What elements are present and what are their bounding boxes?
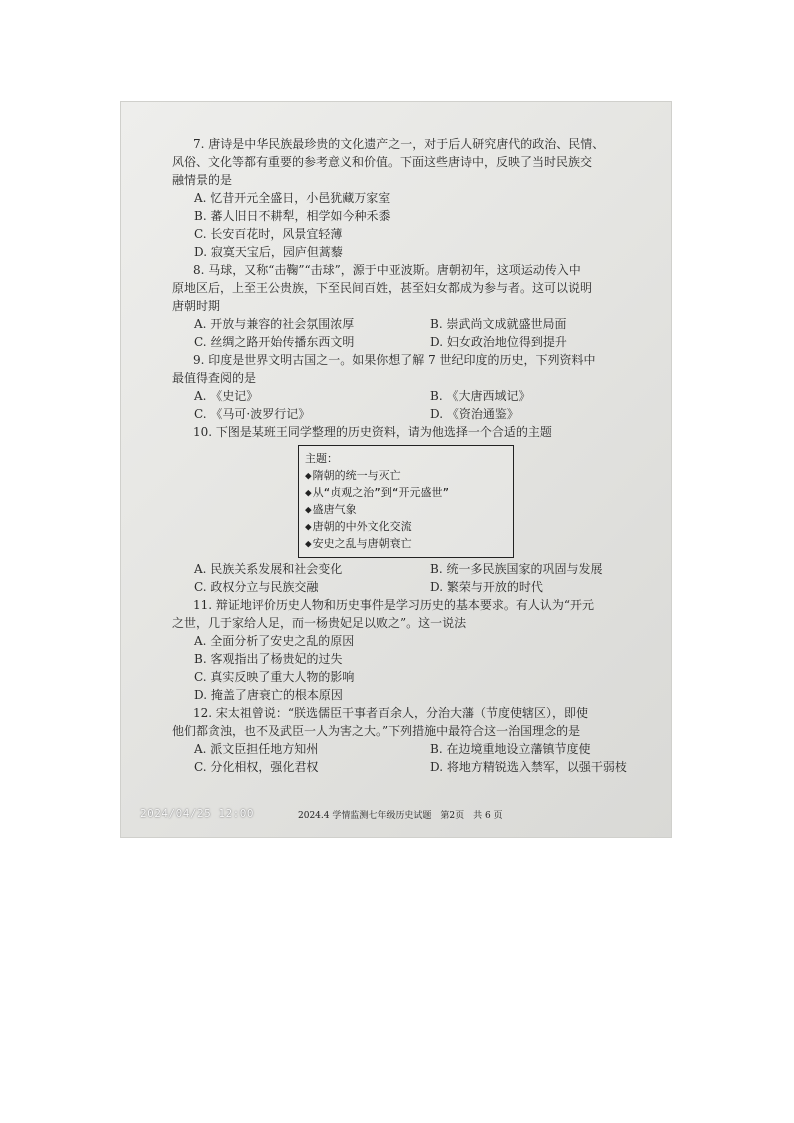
question-7-stem-line-2: 风俗、文化等都有重要的参考意义和价值。下面这些唐诗中，反映了当时民族交 (172, 155, 593, 169)
question-11 (172, 596, 632, 704)
question-7-option-b: B. 蕃人旧日不耕犁，相学如今种禾黍 (194, 209, 391, 223)
question-9-option-a: A. 《史记》 (194, 389, 259, 403)
question-8-stem-line-2: 原地区后，上至王公贵族，下至民间百姓，甚至妇女都成为参与者。这可以说明 (172, 281, 593, 295)
question-8-option-b: B. 崇武尚文成就盛世局面 (430, 317, 567, 331)
question-12-option-c: C. 分化相权，强化君权 (194, 760, 319, 774)
question-9-options-row-2 (194, 405, 632, 423)
question-11-option-a: A. 全面分析了安史之乱的原因 (194, 634, 355, 648)
topic-box (298, 445, 514, 558)
question-10-options-row-2 (194, 578, 632, 596)
question-7-option-a: A. 忆昔开元全盛日，小邑犹藏万家室 (194, 191, 391, 205)
question-12-stem-line-1: 12. 宋太祖曾说：“朕选儒臣干事者百余人，分治大藩（节度使辖区），即使 (193, 706, 589, 720)
question-7-option-c: C. 长安百花时，风景宜轻薄 (194, 227, 343, 241)
question-10-options-row-1 (194, 560, 632, 578)
photo-timestamp: 2024/04/25 12:00 (140, 807, 254, 820)
question-9-options-row-1 (194, 387, 632, 405)
question-12-stem-line-2: 他们都贪浊，也不及武臣一人为害之大。”下列措施中最符合这一治国理念的是 (172, 724, 581, 738)
question-8-option-c: C. 丝绸之路开始传播东西文明 (194, 335, 355, 349)
topic-item: ◆ 安史之乱与唐朝衰亡 (305, 535, 507, 552)
question-10-option-d: D. 繁荣与开放的时代 (430, 580, 543, 594)
question-12-options-row-1 (194, 740, 632, 758)
question-7-stem-line-3: 融情景的是 (172, 173, 233, 187)
question-9 (172, 351, 632, 423)
question-8-options-row-2 (194, 333, 632, 351)
topic-box-title: 主题： (305, 452, 338, 465)
exam-content (172, 135, 632, 776)
question-10-stem-line-1: 10. 下图是某班王同学整理的历史资料，请为他选择一个合适的主题 (193, 425, 552, 439)
topic-item: ◆ 盛唐气象 (305, 501, 507, 518)
topic-item: ◆ 隋朝的统一与灭亡 (305, 467, 507, 484)
question-7-stem-line-1: 7. 唐诗是中华民族最珍贵的文化遗产之一，对于后人研究唐代的政治、民情、 (193, 137, 605, 151)
topic-item: ◆ 从“贞观之治”到“开元盛世” (305, 484, 507, 501)
question-10-option-a: A. 民族关系发展和社会变化 (194, 562, 343, 576)
question-10-option-c: C. 政权分立与民族交融 (194, 580, 319, 594)
topic-item: ◆ 唐朝的中外文化交流 (305, 518, 507, 535)
page-footer (120, 807, 672, 825)
question-12-option-d: D. 将地方精锐选入禁军，以强干弱枝 (430, 760, 627, 774)
question-12-option-b: B. 在边境重地设立藩镇节度使 (430, 742, 591, 756)
exam-page-photo (120, 101, 672, 838)
question-10-option-b: B. 统一多民族国家的巩固与发展 (430, 562, 603, 576)
question-11-option-d: D. 掩盖了唐衰亡的根本原因 (194, 688, 343, 702)
question-11-option-c: C. 真实反映了重大人物的影响 (194, 670, 355, 684)
question-8 (172, 261, 632, 351)
question-9-stem-line-1: 9. 印度是世界文明古国之一。如果你想了解 7 世纪印度的历史，下列资料中 (193, 353, 596, 367)
question-7 (172, 135, 632, 261)
footer-page-info: 2024.4 学情监测七年级历史试题 第2页 共 6 页 (298, 811, 503, 821)
question-11-stem-line-2: 之世，几于家给人足，而一杨贵妃足以败之”。这一说法 (172, 616, 467, 630)
question-8-options-row-1 (194, 315, 632, 333)
question-8-stem-line-3: 唐朝时期 (172, 299, 221, 313)
question-10 (172, 423, 632, 596)
question-12-option-a: A. 派文臣担任地方知州 (194, 742, 319, 756)
question-11-stem-line-1: 11. 辩证地评价历史人物和历史事件是学习历史的基本要求。有人认为“开元 (193, 598, 595, 612)
question-12-options-row-2 (194, 758, 632, 776)
question-8-option-d: D. 妇女政治地位得到提升 (430, 335, 567, 349)
question-8-stem-line-1: 8. 马球，又称“击鞠”“击球”，源于中亚波斯。唐朝初年，这项运动传入中 (193, 263, 581, 277)
question-9-option-b: B. 《大唐西域记》 (430, 389, 531, 403)
question-8-option-a: A. 开放与兼容的社会氛围浓厚 (194, 317, 355, 331)
question-7-option-d: D. 寂寞天宝后，园庐但蒿藜 (194, 245, 343, 259)
question-9-option-d: D. 《资治通鉴》 (430, 407, 519, 421)
question-11-option-b: B. 客观指出了杨贵妃的过失 (194, 652, 343, 666)
question-9-stem-line-2: 最值得查阅的是 (172, 371, 257, 385)
question-12 (172, 704, 632, 776)
question-9-option-c: C. 《马可·波罗行记》 (194, 407, 311, 421)
